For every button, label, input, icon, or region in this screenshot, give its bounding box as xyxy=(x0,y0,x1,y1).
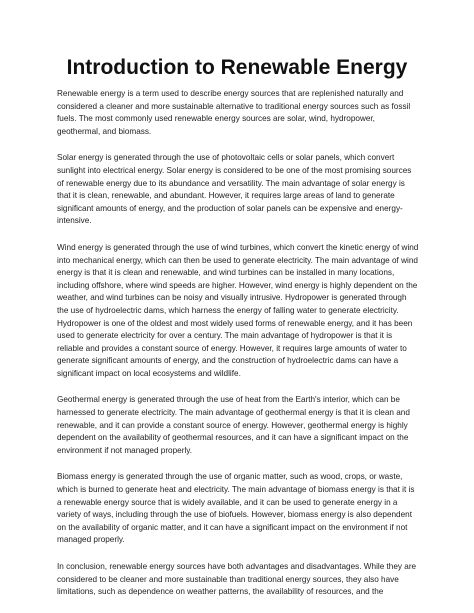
document-body xyxy=(57,88,419,613)
paragraph-solar: Solar energy is generated through the use of photovoltaic cells or solar panels, which convert sunlight into electrical energy. Solar energy is considered to be one of the most promising sources of renewable energy due to its abundance and versatility. The main advantage of solar energy is that it is clean, renewable, and abundant. However, it requires large areas of land to generate significant amounts of energy, and the production of solar panels can be expensive and energy-intensive. xyxy=(57,153,412,226)
paragraph-conclusion: In conclusion, renewable energy sources have both advantages and disadvantages. While they are considered to be cleaner and more sustainable than traditional energy sources, they also have limitations, such as dependence on weather patterns, the availability of resources, and the xyxy=(57,562,417,597)
paragraph-intro: Renewable energy is a term used to describe energy sources that are replenished naturally and considered a cleaner and more sustainable alternative to traditional energy sources such as fossil fuels. The most commonly used renewable energy sources are solar, wind, hydropower, geothermal, and biomass. xyxy=(57,89,411,136)
paragraph-geothermal: Geothermal energy is generated through the use of heat from the Earth's interior, which can be harnessed to generate electricity. The main advantage of geothermal energy is that it is clean and renewable, and it can provide a constant source of energy. However, geothermal energy is highly dependent on the availability of geothermal resources, and it can have a significant impact on the environment if not managed properly. xyxy=(57,395,410,455)
paragraph-wind-hydro: Wind energy is generated through the use of wind turbines, which convert the kinetic energy of wind into mechanical energy, which can then be used to generate electricity. The main advantage of wind energy is that it is clean and renewable, and wind turbines can be installed in many locations, including offshore, where wind speeds are higher. However, wind energy is highly dependent on the weather, and wind turbines can be noisy and visually intrusive. Hydropower is generated through the use of hydroelectric dams, which harness the energy of falling water to generate electricity. Hydropower is one of the oldest and most widely used forms of renewable energy, and it has been used to generate electricity for over a century. The main advantage of hydropower is that it is reliable and provides a constant source of energy. However, it requires large amounts of water to generate significant amounts of energy, and the construction of hydroelectric dams can have a significant impact on local ecosystems and wildlife. xyxy=(57,242,419,378)
paragraph-biomass: Biomass energy is generated through the use of organic matter, such as wood, crops, or waste, which is burned to generate heat and electricity. The main advantage of biomass energy is that it is a renewable energy source that is widely available, and it can be used to generate energy in a variety of ways, including through the use of biofuels. However, biomass energy is also dependent on the availability of organic matter, and it can have a significant impact on the environment if not managed properly. xyxy=(57,472,415,545)
document-title: Introduction to Renewable Energy xyxy=(66,56,408,79)
